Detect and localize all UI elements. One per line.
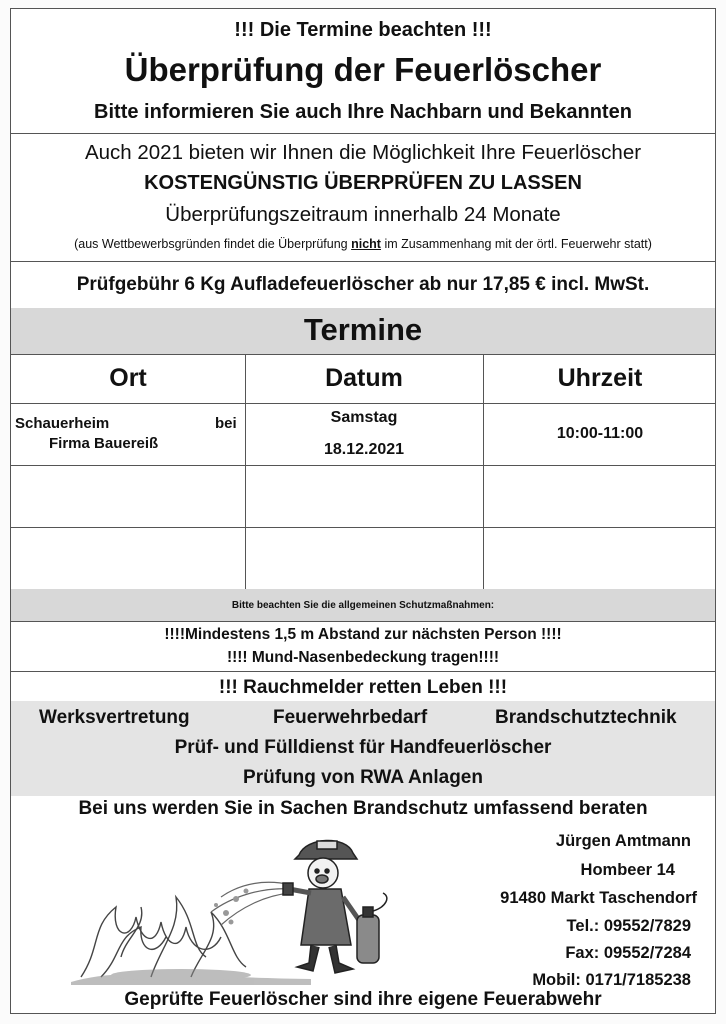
contact-fax: Fax: 09552/7284 — [565, 944, 691, 962]
advice-line: Bei uns werden Sie in Sachen Brandschutz umfassend beraten — [78, 798, 648, 819]
note-emphasis: nicht — [351, 237, 381, 251]
service-feuerwehrbedarf: Feuerwehrbedarf — [273, 707, 428, 728]
protection-intro: Bitte beachten Sie die allgemeinen Schutzmaßnahmen: — [231, 600, 495, 611]
fee-line: Prüfgebühr 6 Kg Aufladefeuerlöscher ab nur 17,85 € incl. MwSt. — [76, 274, 650, 295]
page-title: Überprüfung der Feuerlöscher — [124, 51, 602, 88]
table-row-divider — [11, 527, 715, 528]
datum-date: 18.12.2021 — [323, 441, 405, 458]
contact-tel: Tel.: 09552/7829 — [566, 917, 691, 935]
column-header-ort: Ort — [109, 364, 147, 392]
flyer-frame — [10, 8, 716, 1014]
datum-day: Samstag — [330, 409, 398, 426]
intro-note — [11, 237, 715, 251]
table-column-divider — [245, 354, 246, 589]
note-text: im Zusammenhang mit der örtl. Feuerwehr statt) — [380, 237, 652, 251]
table-row-divider — [11, 403, 715, 404]
footer-slogan: Geprüfte Feuerlöscher sind ihre eigene Feuerabwehr — [124, 989, 602, 1010]
firefighter-mascot-illustration — [61, 827, 421, 987]
column-header-datum: Datum — [325, 364, 403, 392]
table-row-divider — [11, 465, 715, 466]
attention-line: !!! Die Termine beachten !!! — [234, 19, 492, 41]
protection-line-1: !!!!Mindestens 1,5 m Abstand zur nächsten Person !!!! — [164, 626, 562, 643]
intro-line-3: Überprüfungszeitraum innerhalb 24 Monate — [165, 203, 561, 226]
table-column-divider — [483, 354, 484, 589]
note-text: (aus Wettbewerbsgründen findet die Überprüfung — [74, 237, 352, 251]
divider — [11, 133, 715, 134]
intro-line-1: Auch 2021 bieten wir Ihnen die Möglichkeit Ihre Feuerlöscher — [84, 141, 642, 164]
termine-heading: Termine — [303, 312, 423, 347]
contact-name: Jürgen Amtmann — [555, 832, 691, 850]
service-rwa: Prüfung von RWA Anlagen — [243, 767, 483, 788]
service-pruefdienst: Prüf- und Fülldienst für Handfeuerlöscher — [174, 737, 552, 758]
ort-place: Schauerheim — [15, 415, 110, 432]
service-brandschutztechnik: Brandschutztechnik — [495, 707, 677, 728]
service-werksvertretung: Werksvertretung — [39, 707, 190, 728]
contact-street: Hombeer 14 — [580, 861, 675, 879]
divider — [11, 621, 715, 622]
divider — [11, 354, 715, 355]
ort-bei: bei — [215, 415, 237, 432]
uhrzeit-value: 10:00-11:00 — [556, 425, 644, 442]
contact-mobil: Mobil: 0171/7185238 — [532, 971, 691, 989]
divider — [11, 671, 715, 672]
divider — [11, 261, 715, 262]
contact-city: 91480 Markt Taschendorf — [500, 889, 697, 907]
protection-line-2: !!!! Mund-Nasenbedeckung tragen!!!! — [226, 649, 500, 666]
column-header-uhrzeit: Uhrzeit — [557, 364, 643, 392]
smoke-detector-line: !!! Rauchmelder retten Leben !!! — [218, 677, 508, 698]
ort-firm: Firma Bauereiß — [49, 435, 159, 452]
subtitle: Bitte informieren Sie auch Ihre Nachbarn und Bekannten — [94, 101, 632, 123]
intro-line-2: KOSTENGÜNSTIG ÜBERPRÜFEN ZU LASSEN — [144, 172, 582, 194]
